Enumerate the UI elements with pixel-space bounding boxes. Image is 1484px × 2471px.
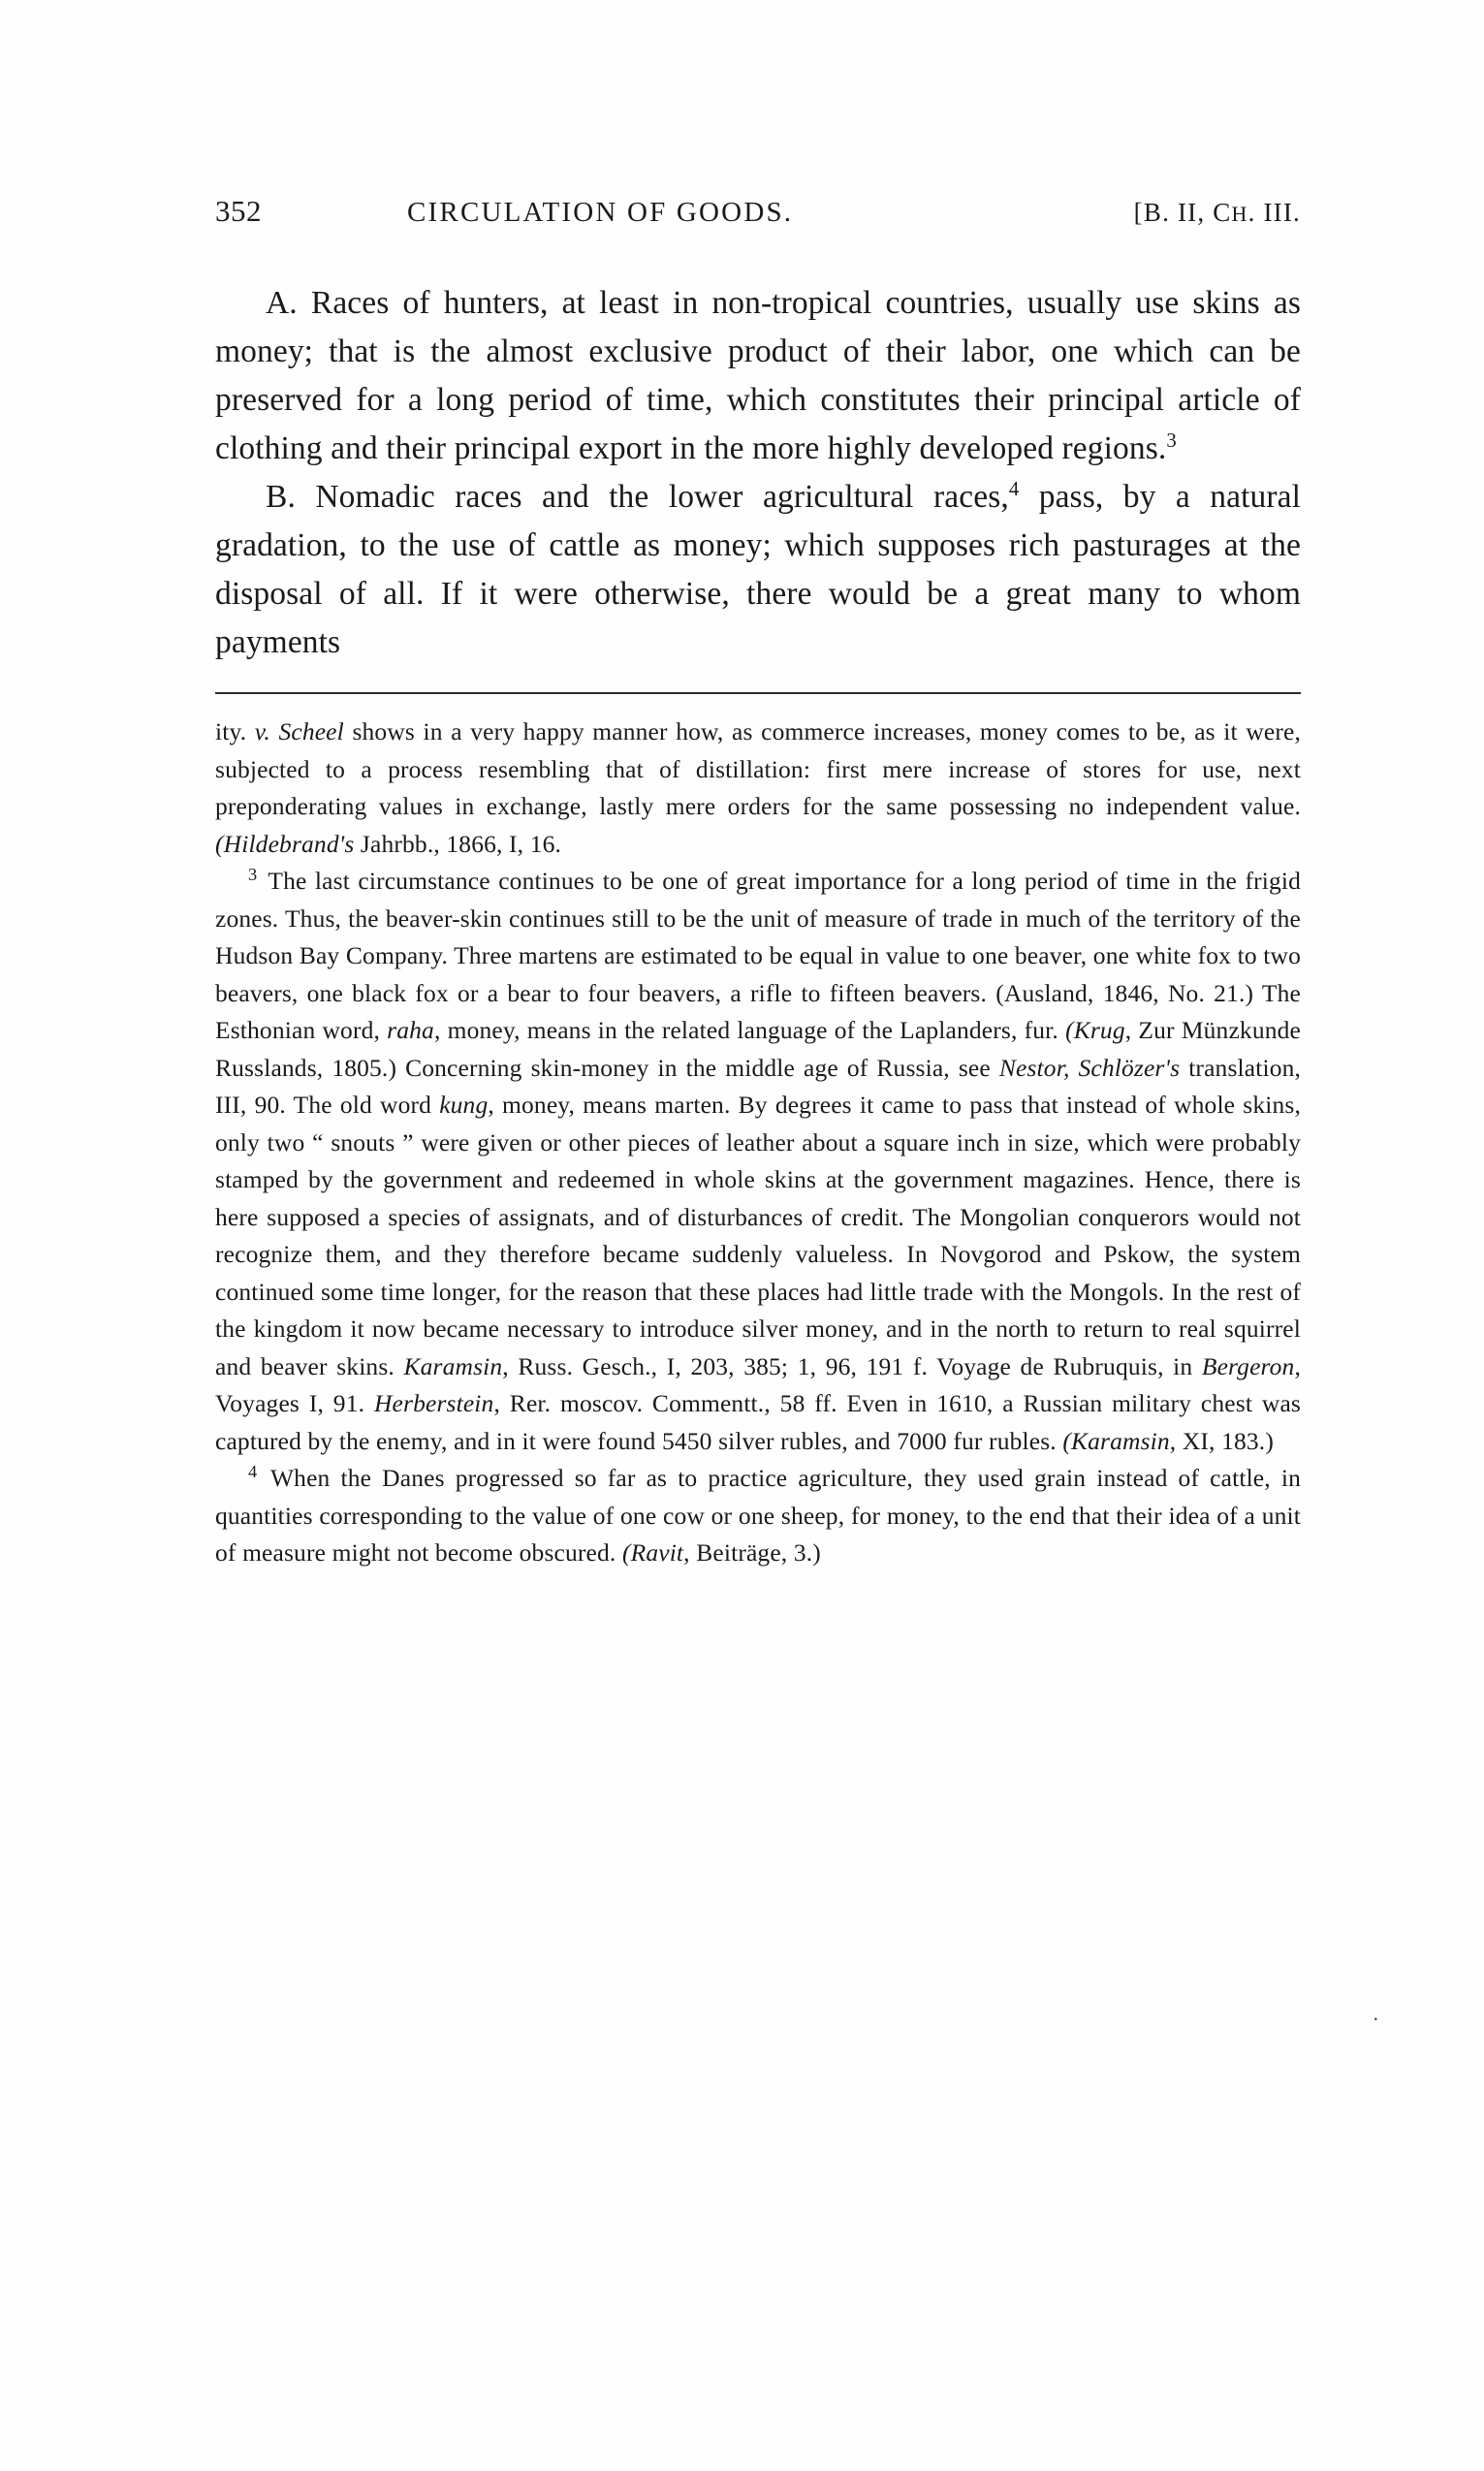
- signature-suffix: . III.: [1247, 198, 1301, 227]
- footnote-3-italic-3: Nestor, Schlözer's: [998, 1053, 1181, 1082]
- footnote-continued-seg-1: v. Scheel: [254, 717, 344, 745]
- footnote-continued-seg-4: Jahrbb., 1866, I, 16.: [354, 829, 562, 858]
- footnote-3-text-9: , XI, 183.): [1169, 1426, 1274, 1455]
- footnote-ref-4: 4: [1008, 477, 1020, 500]
- footnote-3-italic-2: (Krug: [1065, 1016, 1125, 1044]
- footnote-3-text-4: translation, III, 90. The old word: [215, 1053, 1302, 1119]
- running-head: [215, 194, 1301, 229]
- page-number: 352: [215, 194, 262, 228]
- footnote-3-italic-1: raha: [387, 1016, 434, 1044]
- paragraph-a-text: A. Races of hunters, at least in non-tropical countries, usually use skins as money; that is the almost exclusive product of their labor, one which can be preserved for a long period of time, which constitutes their principal article of clothing and their principal export in the more highly developed regions.: [215, 285, 1301, 466]
- footnote-block: [215, 713, 1301, 1572]
- footnote-3-text-6: , Russ. Gesch., I, 203, 385; 1, 96, 191 f. Voyage de Rubruquis, in: [502, 1351, 1202, 1380]
- footnote-3-italic-8: (Karamsin: [1062, 1426, 1170, 1455]
- footnote-4-text-2: , Beiträge, 3.): [683, 1538, 821, 1567]
- footnote-3-marker: 3: [248, 864, 258, 884]
- paragraph-b: [215, 473, 1301, 667]
- signature-smallcap: H: [1231, 202, 1248, 226]
- margin-mark: ·: [1372, 2007, 1379, 2031]
- footnote-3-text-2: , money, means in the related language of the Laplanders, fur.: [433, 1016, 1066, 1044]
- footnote-4-marker: 4: [248, 1461, 258, 1481]
- running-title: CIRCULATION OF GOODS.: [407, 197, 794, 228]
- paragraph-a: [215, 279, 1301, 473]
- footnote-continued-seg-3: (Hildebrand's: [215, 829, 355, 858]
- footnote-3-text-7: , Voyages I, 91.: [215, 1351, 1301, 1417]
- footnote-continued-seg-2: shows in a very happy manner how, as commerce increases, money comes to be, as it were, subjected to a process resembling that of distillation: first mere increase of stores for use, next preponderating values in exchange, lastly mere orders for the same possessing no independent value.: [215, 717, 1301, 820]
- footnote-3-italic-6: Bergeron: [1201, 1351, 1295, 1380]
- book-chapter-reference: [1134, 198, 1301, 228]
- paragraph-b-text-1: B. Nomadic races and the lower agricultural races,: [266, 479, 1009, 515]
- page-content: [215, 194, 1301, 1572]
- signature-prefix: [B. II, C: [1133, 198, 1232, 227]
- footnote-4-italic-1: (Ravit: [621, 1538, 684, 1567]
- footnote-3-italic-4: kung: [439, 1091, 489, 1119]
- footnote-4: [215, 1460, 1301, 1572]
- footnote-4-text-1: When the Danes progressed so far as to practice agriculture, they used grain instead of cattle, in quantities corresponding to the value of one cow or one sheep, for money, to the end that their idea of a unit of measure might not become obscured.: [215, 1464, 1301, 1567]
- footnote-divider: [215, 692, 1301, 694]
- footnote-3-text-8: , Rer. moscov. Commentt., 58 ff. Even in 1610, a Russian military chest was captured by the enemy, and in it were found 5450 silver rubles, and 7000 fur rubles.: [215, 1389, 1301, 1455]
- footnote-continued-seg-0: ity.: [215, 717, 255, 745]
- footnote-3-text-5: , money, means marten. By degrees it came to pass that instead of whole skins, only two “ snouts ” were given or other pieces of leather about a square inch in size, which were probably stamped by the government and redeemed in whole skins at the government magazines. Hence, there is here supposed a species of assignats, and of disturbances of credit. The Mongolian conquerors would not recognize them, and they therefore became suddenly valueless. In Novgorod and Pskow, the system continued some time longer, for the reason that these places had little trade with the Mongols. In the rest of the kingdom it now became necessary to introduce silver money, and in the north to return to real squirrel and beaver skins.: [215, 1091, 1301, 1380]
- footnote-3-text-3: , Zur Münzkunde Russlands, 1805.) Concerning skin-money in the middle age of Russia, see: [215, 1016, 1301, 1082]
- footnote-3: [215, 863, 1301, 1460]
- footnote-3-italic-5: Karamsin: [403, 1351, 503, 1380]
- footnote-3-text-1: The last circumstance continues to be one of great importance for a long period of time in the frigid zones. Thus, the beaver-skin continues still to be the unit of measure of trade in much of the territory of the Hudson Bay Company. Three martens are estimated to be equal in value to one beaver, one white fox to two beavers, one black fox or a bear to four beavers, a rifle to fifteen beavers. (Ausland, 1846, No. 21.) The Esthonian word,: [215, 867, 1301, 1044]
- footnote-3-italic-7: Herberstein: [373, 1389, 494, 1417]
- footnote-continued: [215, 713, 1301, 863]
- paragraph-b-text-2: pass, by a natural gradation, to the use of cattle as money; which supposes rich pasturages at the disposal of all. If it were otherwise, there would be a great many to whom payments: [215, 479, 1301, 660]
- main-text: [215, 279, 1301, 667]
- footnote-ref-3: 3: [1166, 428, 1177, 452]
